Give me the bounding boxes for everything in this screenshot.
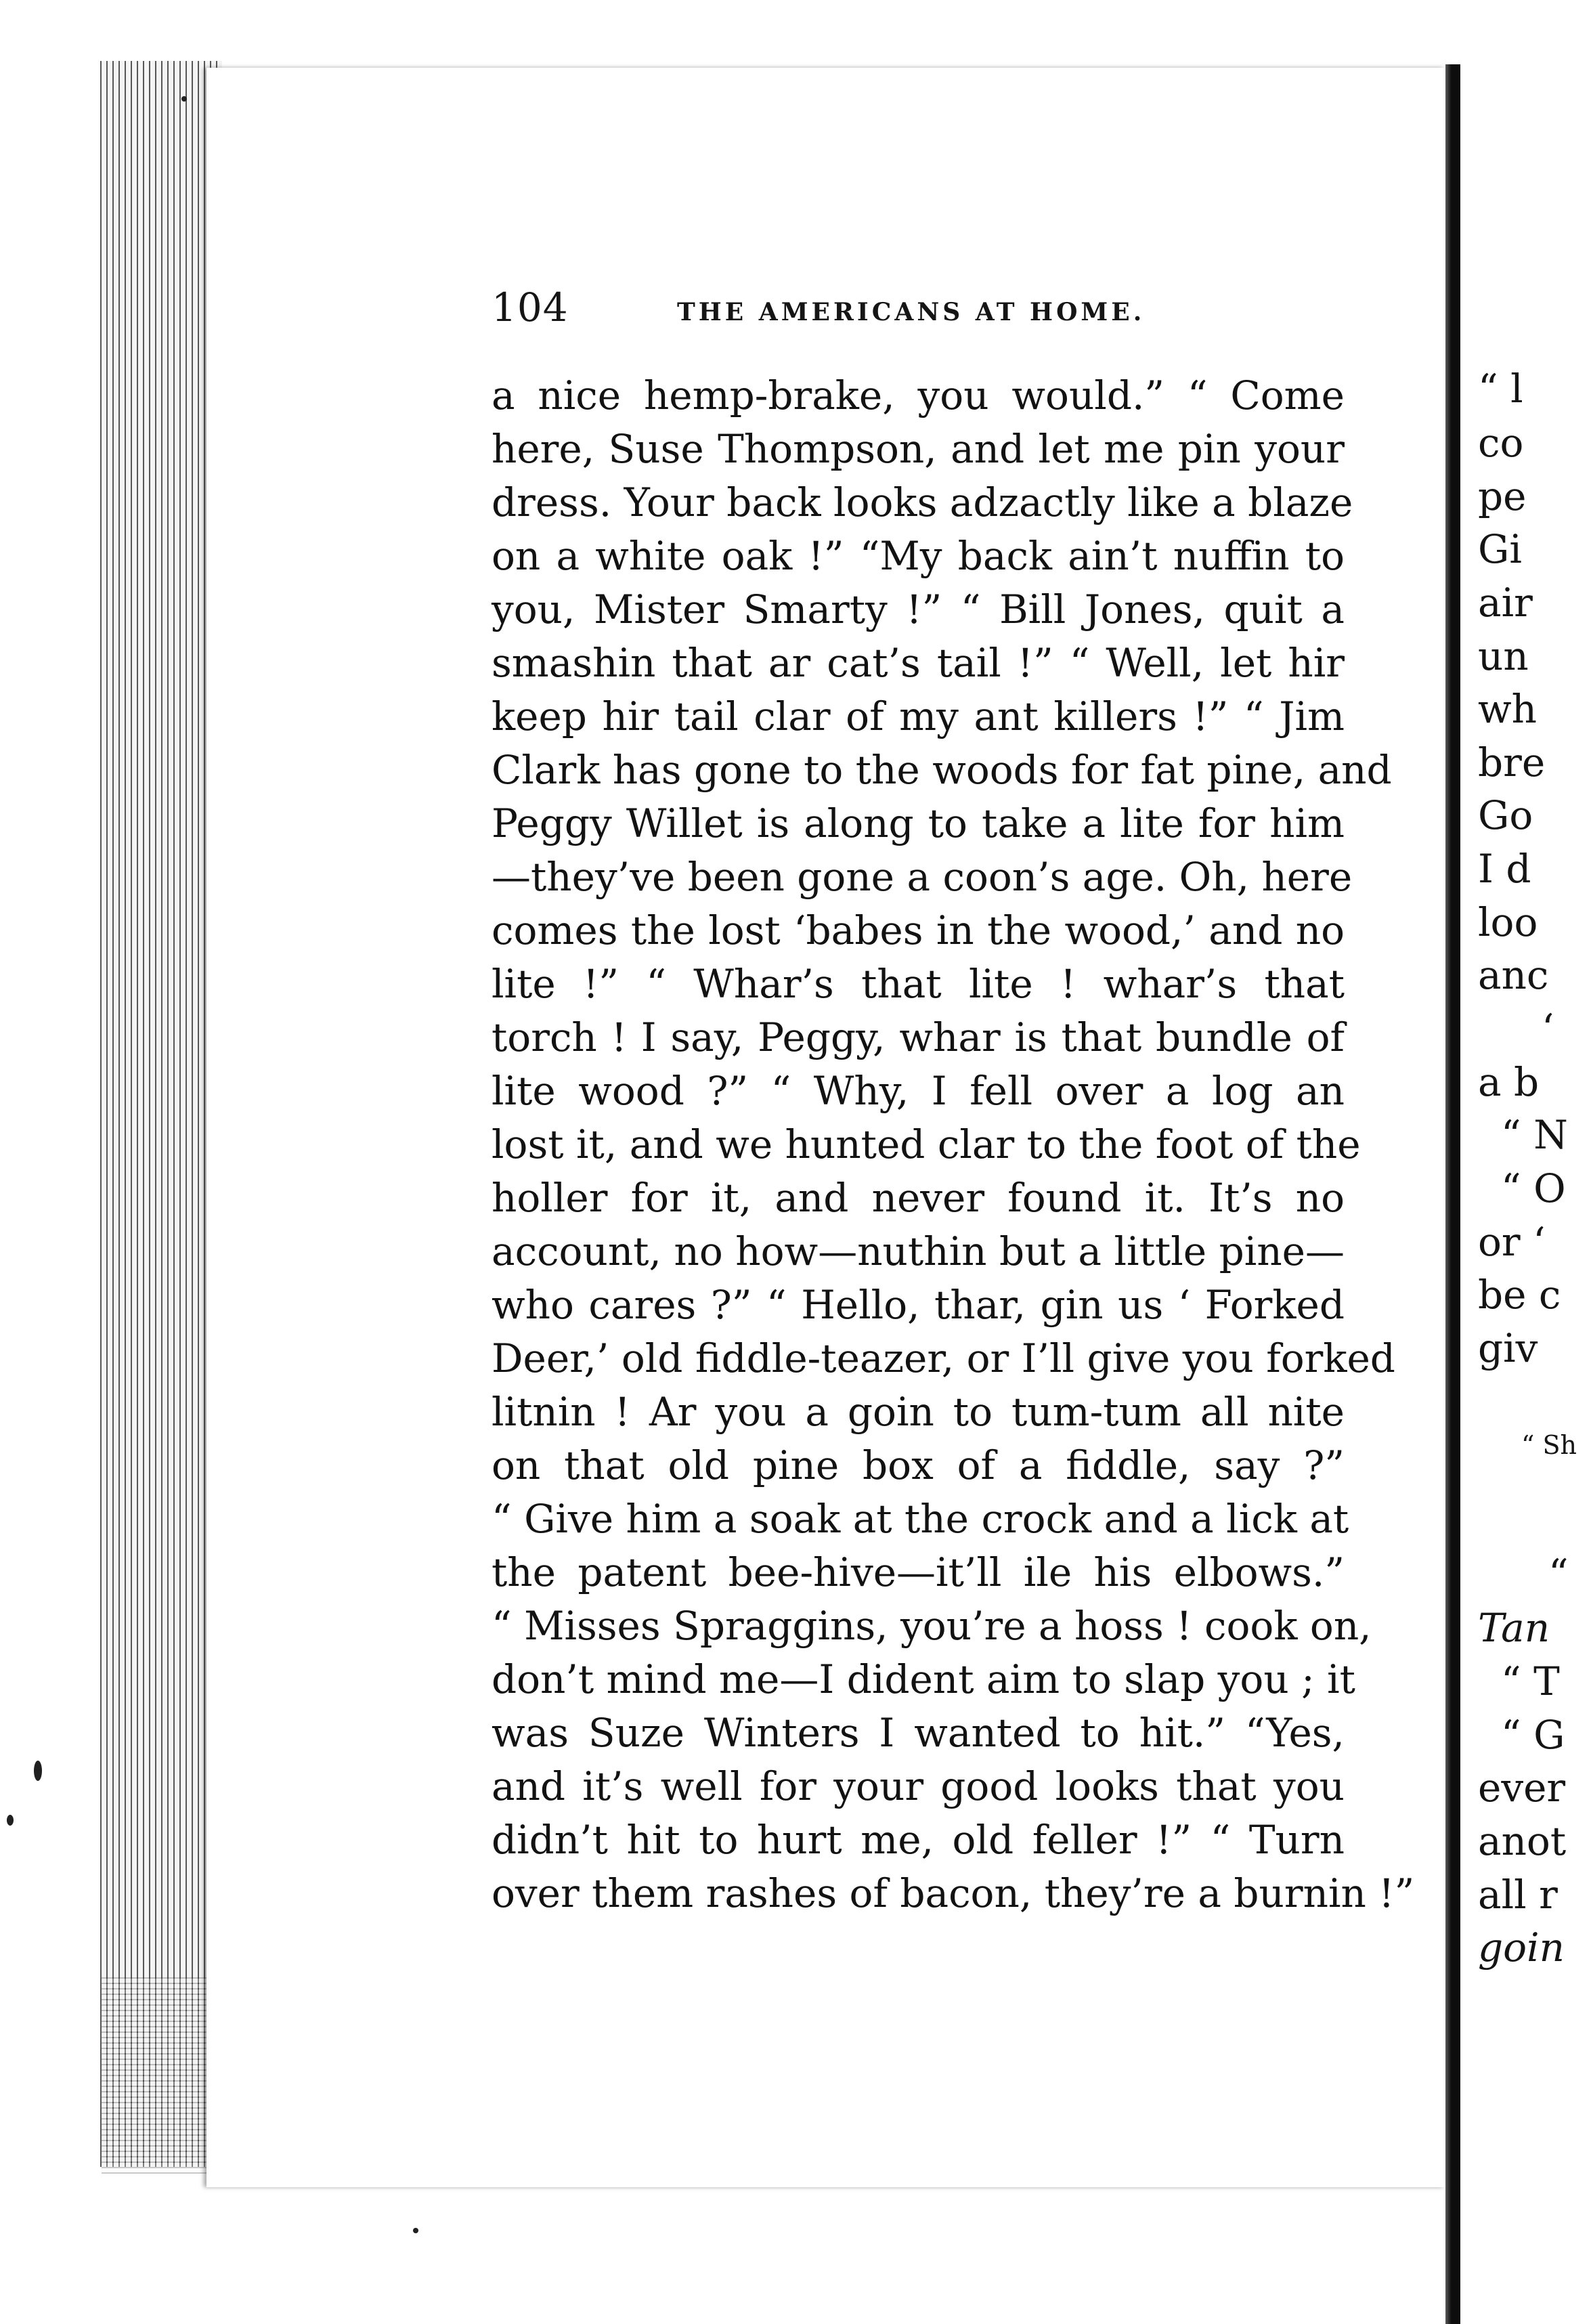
page-body [492, 369, 1415, 1920]
text-line: don’t mind me—I dident aim to slap you ; it [492, 1656, 1355, 1702]
running-head [492, 284, 1345, 335]
text-line: litnin ! Ar you a goin to tum-tum all nite [492, 1389, 1345, 1435]
facing-fragment: “ O [1501, 1165, 1566, 1211]
facing-fragment: Tan [1478, 1605, 1550, 1651]
text-line: keep hir tail clar of my ant killers !” “ Jim [492, 693, 1345, 739]
scan-speck [7, 1815, 14, 1826]
text-line: holler for it, and never found it. It’s no [492, 1175, 1345, 1221]
facing-fragment: anc [1478, 952, 1549, 998]
facing-fragment: a b [1478, 1059, 1540, 1105]
facing-fragment: Gi [1478, 526, 1522, 572]
text-line: the patent bee-hive—it’ll ile his elbows.” [492, 1549, 1345, 1595]
scan-speck [413, 2228, 418, 2233]
text-line: lite !” “ Whar’s that lite ! whar’s that [492, 961, 1345, 1007]
text-line: and it’s well for your good looks that you [492, 1763, 1345, 1809]
facing-fragment: “ T [1501, 1658, 1560, 1704]
facing-fragment: pe [1478, 473, 1527, 519]
facing-fragment: be c [1478, 1272, 1561, 1318]
text-line: dress. Your back looks adzactly like a blaze [492, 479, 1353, 525]
text-line: a nice hemp-brake, you would.” “ Come [492, 372, 1345, 418]
text-line: comes the lost ‘babes in the wood,’ and no [492, 907, 1345, 953]
facing-fragment: “ N [1501, 1112, 1568, 1158]
facing-fragment: “ G [1501, 1712, 1565, 1758]
text-line: Clark has gone to the woods for fat pine, and [492, 747, 1392, 793]
facing-fragment: wh [1478, 686, 1537, 732]
page-number: 104 [492, 284, 569, 330]
facing-fragment: goin [1478, 1924, 1565, 1971]
facing-fragment: air [1478, 580, 1533, 626]
text-line: over them rashes of bacon, they’re a burnin !” [492, 1870, 1415, 1916]
text-line: on a white oak !” “My back ain’t nuffin to [492, 533, 1345, 579]
text-line: account, no how—nuthin but a little pine— [492, 1228, 1345, 1274]
facing-fragment: anot [1478, 1818, 1567, 1864]
book-gutter [1445, 64, 1460, 2324]
running-title: THE AMERICANS AT HOME. [677, 298, 1146, 326]
scan-speck [181, 96, 187, 102]
text-line: lite wood ?” “ Why, I fell over a log an [492, 1068, 1345, 1114]
text-line: didn’t hit to hurt me, old feller !” “ Turn [492, 1817, 1345, 1863]
text-line: was Suze Winters I wanted to hit.” “Yes, [492, 1710, 1345, 1756]
facing-fragment: “ Sh [1521, 1430, 1577, 1460]
text-line: Deer,’ old fiddle-teazer, or I’ll give you forked [492, 1335, 1395, 1381]
text-line: here, Suse Thompson, and let me pin your [492, 426, 1345, 472]
text-line: who cares ?” “ Hello, thar, gin us ‘ Forked [492, 1282, 1345, 1328]
text-line: on that old pine box of a fiddle, say ?” [492, 1442, 1345, 1488]
facing-fragment: ever [1478, 1765, 1566, 1811]
text-line: —they’ve been gone a coon’s age. Oh, here [492, 854, 1353, 900]
text-line: smashin that ar cat’s tail !” “ Well, let hir [492, 640, 1345, 686]
text-line: lost it, and we hunted clar to the foot of the [492, 1121, 1361, 1167]
facing-fragment: or ‘ [1478, 1219, 1546, 1265]
facing-fragment: ‘ [1542, 1006, 1554, 1052]
text-line: torch ! I say, Peggy, whar is that bundle of [492, 1014, 1345, 1060]
facing-fragment: “ [1548, 1551, 1569, 1597]
text-line: Peggy Willet is along to take a lite for him [492, 800, 1345, 846]
facing-fragment: Go [1478, 792, 1533, 838]
stacked-page-edges [100, 61, 222, 2167]
text-line: you, Mister Smarty !” “ Bill Jones, quit a [492, 586, 1345, 632]
facing-fragment: I d [1478, 846, 1531, 892]
scan-speck [34, 1761, 42, 1781]
text-line: “ Misses Spraggins, you’re a hoss ! cook on, [492, 1603, 1372, 1649]
facing-fragment: “ l [1478, 366, 1523, 412]
text-line: “ Give him a soak at the crock and a lick at [492, 1496, 1349, 1542]
facing-fragment: co [1478, 420, 1524, 466]
facing-fragment: un [1478, 633, 1529, 679]
facing-fragment: giv [1478, 1325, 1538, 1371]
facing-fragment: all r [1478, 1872, 1558, 1918]
facing-fragment: loo [1478, 899, 1538, 945]
facing-page [1460, 68, 1591, 2324]
facing-fragment: bre [1478, 739, 1546, 786]
